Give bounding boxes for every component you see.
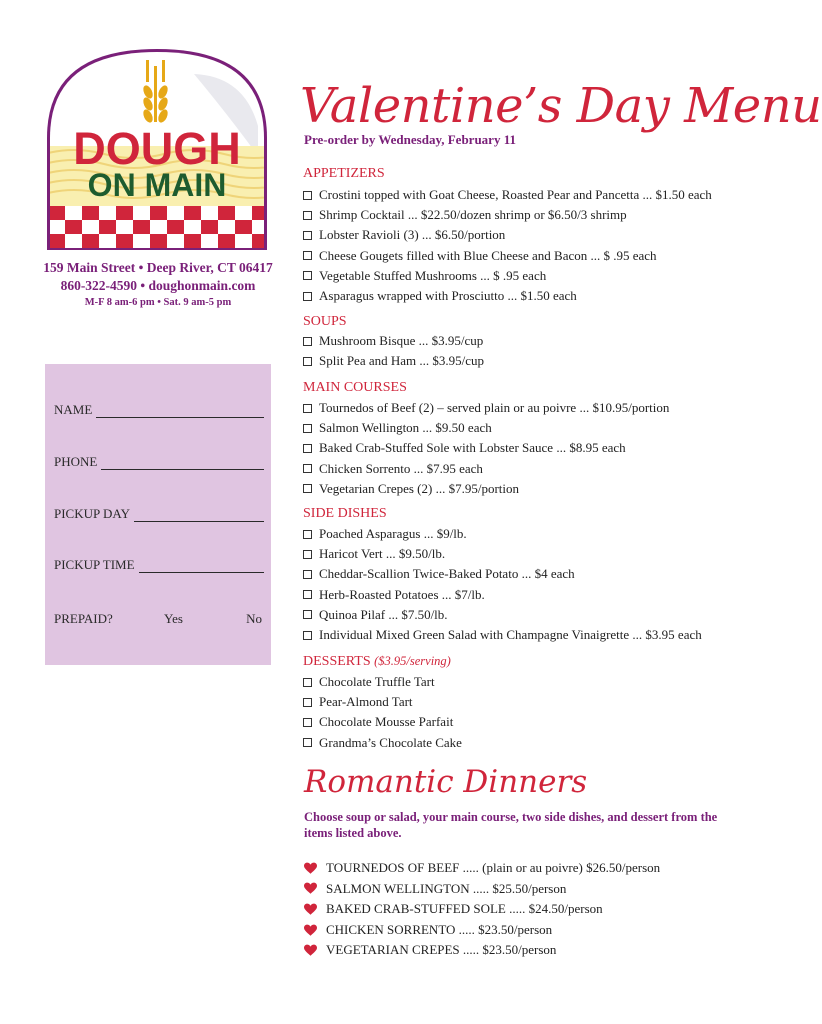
dinner-item[interactable] bbox=[304, 858, 660, 879]
prepaid-yes-option[interactable]: Yes bbox=[164, 611, 183, 626]
name-field[interactable] bbox=[54, 402, 264, 418]
checkbox-icon[interactable] bbox=[303, 271, 312, 280]
street-address: 159 Main Street • Deep River, CT 06417 bbox=[43, 260, 273, 275]
menu-item[interactable] bbox=[303, 479, 669, 499]
desserts-price-note: ($3.95/serving) bbox=[374, 654, 451, 668]
menu-item-label: Vegetarian Crepes (2) ... $7.95/portion bbox=[319, 480, 520, 496]
heart-icon bbox=[304, 903, 317, 916]
menu-item[interactable] bbox=[303, 418, 669, 438]
menu-item-label: Crostini topped with Goat Cheese, Roasted Pear and Pancetta ... $1.50 each bbox=[319, 187, 712, 202]
menu-item[interactable] bbox=[303, 712, 462, 732]
dinner-item-label: SALMON WELLINGTON ..... $25.50/person bbox=[326, 880, 567, 896]
side-dishes-list bbox=[303, 524, 702, 645]
menu-item[interactable] bbox=[303, 266, 712, 286]
menu-item[interactable] bbox=[303, 524, 702, 544]
menu-item[interactable] bbox=[303, 544, 702, 564]
menu-item[interactable] bbox=[303, 286, 712, 306]
soups-heading: SOUPS bbox=[303, 314, 347, 329]
menu-item-label: Cheddar-Scallion Twice-Baked Potato ... $4 each bbox=[319, 566, 575, 582]
menu-item[interactable] bbox=[303, 438, 669, 458]
main-courses-heading: MAIN COURSES bbox=[303, 380, 407, 395]
checkbox-icon[interactable] bbox=[303, 357, 312, 366]
menu-item-label: Individual Mixed Green Salad with Champagne Vinaigrette ... $3.95 each bbox=[319, 626, 702, 642]
menu-item-label: Shrimp Cocktail ... $22.50/dozen shrimp or $6.50/3 shrimp bbox=[319, 207, 627, 223]
dough-on-main-logo bbox=[44, 46, 270, 252]
dinner-item[interactable] bbox=[304, 879, 660, 900]
dinner-item[interactable] bbox=[304, 899, 660, 920]
menu-item-label: Cheese Gougets filled with Blue Cheese and Bacon ... $ .95 each bbox=[319, 247, 657, 263]
menu-item-label: Chocolate Mousse Parfait bbox=[319, 714, 454, 730]
romantic-dinners-description: Choose soup or salad, your main course, two side dishes, and dessert from the items listed above. bbox=[304, 810, 718, 840]
desserts-heading bbox=[303, 654, 451, 670]
logo-dough-text: DOUGH bbox=[73, 123, 241, 174]
checkbox-icon[interactable] bbox=[303, 484, 312, 493]
menu-item-label: Grandma’s Chocolate Cake bbox=[319, 734, 462, 750]
order-form bbox=[45, 364, 271, 665]
dinner-item[interactable] bbox=[304, 940, 660, 961]
store-hours: M-F 8 am-6 pm • Sat. 9 am-5 pm bbox=[84, 297, 232, 308]
checkbox-icon[interactable] bbox=[303, 631, 312, 640]
menu-item-label: Chicken Sorrento ... $7.95 each bbox=[319, 460, 483, 476]
menu-item-label: Pear-Almond Tart bbox=[319, 694, 413, 710]
pickup-day-field[interactable] bbox=[54, 506, 264, 522]
menu-item[interactable] bbox=[303, 672, 462, 692]
menu-item[interactable] bbox=[303, 351, 484, 371]
checkbox-icon[interactable] bbox=[303, 530, 312, 539]
menu-item-label: Salmon Wellington ... $9.50 each bbox=[319, 420, 492, 436]
menu-item[interactable] bbox=[303, 225, 712, 245]
menu-item-label: Quinoa Pilaf ... $7.50/lb. bbox=[319, 606, 448, 622]
dinner-item-label: VEGETARIAN CREPES ..... $23.50/person bbox=[326, 942, 557, 958]
heart-icon bbox=[304, 862, 317, 875]
menu-item-label: Vegetable Stuffed Mushrooms ... $ .95 each bbox=[319, 267, 547, 283]
checkbox-icon[interactable] bbox=[303, 570, 312, 579]
pickup-day-label: PICKUP DAY bbox=[54, 506, 130, 521]
menu-item[interactable] bbox=[303, 605, 702, 625]
page-title: Valentine’s Day Menu bbox=[300, 78, 822, 134]
menu-item-label: Baked Crab-Stuffed Sole with Lobster Sauce ... $8.95 each bbox=[319, 440, 626, 456]
checkbox-icon[interactable] bbox=[303, 590, 312, 599]
heart-icon bbox=[304, 944, 317, 957]
checkbox-icon[interactable] bbox=[303, 444, 312, 453]
checkbox-icon[interactable] bbox=[303, 211, 312, 220]
menu-item-label: Haricot Vert ... $9.50/lb. bbox=[319, 546, 446, 562]
menu-item[interactable] bbox=[303, 185, 712, 205]
appetizers-heading: APPETIZERS bbox=[303, 166, 385, 181]
checkbox-icon[interactable] bbox=[303, 464, 312, 473]
phone-field[interactable] bbox=[54, 454, 264, 470]
checkbox-icon[interactable] bbox=[303, 404, 312, 413]
menu-item-label: Poached Asparagus ... $9/lb. bbox=[319, 526, 467, 541]
menu-item[interactable] bbox=[303, 459, 669, 479]
checkbox-icon[interactable] bbox=[303, 337, 312, 346]
menu-item[interactable] bbox=[303, 692, 462, 712]
checkbox-icon[interactable] bbox=[303, 718, 312, 727]
pickup-time-label: PICKUP TIME bbox=[54, 557, 135, 572]
menu-item[interactable] bbox=[303, 205, 712, 225]
menu-item-label: Lobster Ravioli (3) ... $6.50/portion bbox=[319, 227, 506, 243]
heart-icon bbox=[304, 882, 317, 895]
menu-item[interactable] bbox=[303, 733, 462, 753]
phone-label: PHONE bbox=[54, 454, 98, 469]
checkbox-icon[interactable] bbox=[303, 191, 312, 200]
store-address bbox=[30, 259, 286, 312]
menu-item[interactable] bbox=[303, 564, 702, 584]
checkbox-icon[interactable] bbox=[303, 738, 312, 747]
prepaid-label: PREPAID? bbox=[54, 611, 113, 626]
dinner-item-label: CHICKEN SORRENTO ..... $23.50/person bbox=[326, 921, 553, 937]
menu-item[interactable] bbox=[303, 625, 702, 645]
phone-and-website: 860-322-4590 • doughonmain.com bbox=[60, 278, 256, 293]
checkbox-icon[interactable] bbox=[303, 698, 312, 707]
checkbox-icon[interactable] bbox=[303, 251, 312, 260]
desserts-title: DESSERTS bbox=[303, 654, 371, 669]
menu-item[interactable] bbox=[303, 246, 712, 266]
menu-item[interactable] bbox=[303, 585, 702, 605]
name-label: NAME bbox=[54, 402, 93, 417]
checkbox-icon[interactable] bbox=[303, 678, 312, 687]
checkbox-icon[interactable] bbox=[303, 610, 312, 619]
prepaid-no-option[interactable]: No bbox=[246, 611, 262, 626]
romantic-dinners-list bbox=[304, 858, 660, 961]
menu-item-label: Chocolate Truffle Tart bbox=[319, 674, 435, 689]
menu-item[interactable] bbox=[303, 331, 484, 351]
menu-item-label: Tournedos of Beef (2) – served plain or au poivre ... $10.95/portion bbox=[319, 400, 670, 415]
menu-item-label: Herb-Roasted Potatoes ... $7/lb. bbox=[319, 586, 485, 602]
desserts-list bbox=[303, 672, 462, 753]
menu-item-label: Split Pea and Ham ... $3.95/cup bbox=[319, 353, 485, 369]
checkbox-icon[interactable] bbox=[303, 292, 312, 301]
main-courses-list bbox=[303, 398, 669, 499]
soups-list bbox=[303, 331, 484, 371]
dinner-item-label: TOURNEDOS OF BEEF ..... (plain or au poivre) $26.50/person bbox=[326, 860, 661, 875]
menu-item[interactable] bbox=[303, 398, 669, 418]
preorder-note: Pre-order by Wednesday, February 11 bbox=[304, 132, 516, 147]
heart-icon bbox=[304, 924, 317, 937]
checkbox-icon[interactable] bbox=[303, 424, 312, 433]
logo-on-main-text: ON MAIN bbox=[87, 167, 227, 203]
side-dishes-heading: SIDE DISHES bbox=[303, 506, 387, 521]
checkbox-icon[interactable] bbox=[303, 231, 312, 240]
dinner-item[interactable] bbox=[304, 920, 660, 941]
dinner-item-label: BAKED CRAB-STUFFED SOLE ..... $24.50/person bbox=[326, 901, 603, 917]
pickup-time-field[interactable] bbox=[54, 557, 264, 573]
appetizers-list bbox=[303, 185, 712, 306]
menu-item-label: Asparagus wrapped with Prosciutto ... $1.50 each bbox=[319, 287, 577, 303]
checkbox-icon[interactable] bbox=[303, 550, 312, 559]
romantic-dinners-title: Romantic Dinners bbox=[304, 764, 588, 800]
menu-item-label: Mushroom Bisque ... $3.95/cup bbox=[319, 333, 484, 348]
